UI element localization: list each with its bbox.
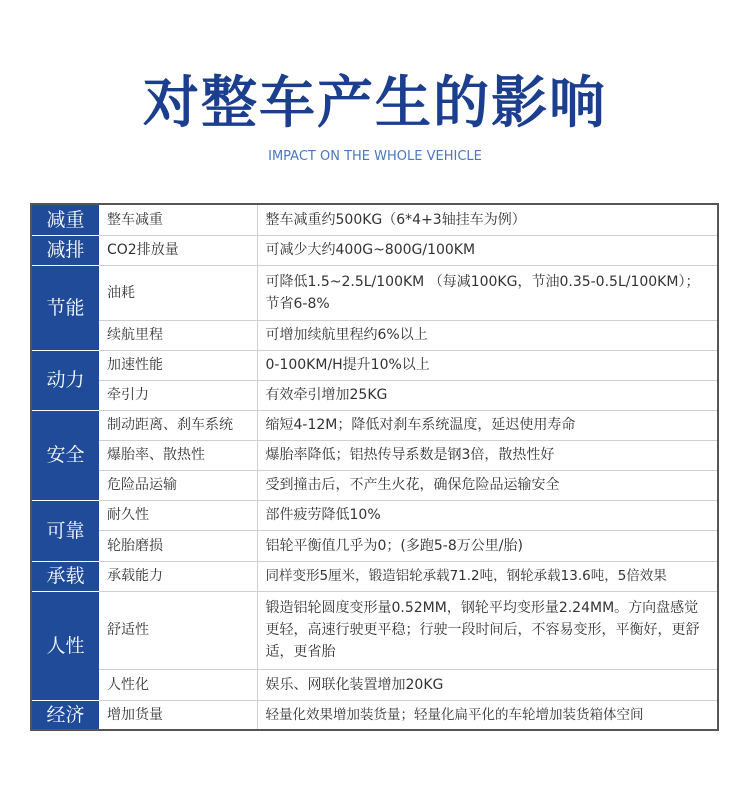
desc-cell: 部件疲劳降低10% — [257, 500, 718, 530]
table-row — [31, 204, 718, 235]
item-cell: 舒适性 — [99, 591, 257, 669]
table-row — [31, 700, 718, 730]
item-cell: 加速性能 — [99, 350, 257, 380]
desc-cell: 铝轮平衡值几乎为0；(多跑5-8万公里/胎) — [257, 530, 718, 561]
category-cell: 安全 — [31, 410, 99, 500]
table-row — [31, 350, 718, 380]
table-row — [31, 320, 718, 350]
desc-cell: 整车减重约500KG（6*4+3轴挂车为例） — [257, 204, 718, 235]
desc-cell: 可减少大约400G~800G/100KM — [257, 235, 718, 265]
category-cell: 节能 — [31, 265, 99, 350]
table-row — [31, 410, 718, 440]
category-cell: 可靠 — [31, 500, 99, 561]
table-row — [31, 530, 718, 561]
item-cell: 制动距离、刹车系统 — [99, 410, 257, 440]
table-row — [31, 380, 718, 410]
desc-cell: 锻造铝轮圆度变形量0.52MM，钢轮平均变形量2.24MM。方向盘感觉更轻，高速行驶更平稳；行驶一段时间后，不容易变形，平衡好，更舒适，更省胎 — [257, 591, 718, 669]
category-cell: 减重 — [31, 204, 99, 235]
desc-cell: 同样变形5厘米，锻造铝轮承载71.2吨，钢轮承载13.6吨，5倍效果 — [257, 561, 718, 591]
desc-cell: 有效牵引增加25KG — [257, 380, 718, 410]
item-cell: 危险品运输 — [99, 470, 257, 500]
item-cell: 牵引力 — [99, 380, 257, 410]
table-row — [31, 591, 718, 669]
table-row — [31, 470, 718, 500]
desc-cell: 娱乐、网联化装置增加20KG — [257, 669, 718, 700]
item-cell: 续航里程 — [99, 320, 257, 350]
page-subtitle: IMPACT ON THE WHOLE VEHICLE — [268, 149, 482, 164]
table-row — [31, 440, 718, 470]
desc-cell: 可增加续航里程约6%以上 — [257, 320, 718, 350]
category-cell: 承载 — [31, 561, 99, 591]
category-cell: 人性 — [31, 591, 99, 700]
desc-cell: 受到撞击后，不产生火花，确保危险品运输安全 — [257, 470, 718, 500]
item-cell: 爆胎率、散热性 — [99, 440, 257, 470]
table-row — [31, 235, 718, 265]
page-title: 对整车产生的影响 — [143, 71, 607, 136]
item-cell: 人性化 — [99, 669, 257, 700]
table-row — [31, 265, 718, 320]
table-row — [31, 669, 718, 700]
item-cell: 轮胎磨损 — [99, 530, 257, 561]
category-cell: 动力 — [31, 350, 99, 410]
item-cell: 油耗 — [99, 265, 257, 320]
item-cell: 承载能力 — [99, 561, 257, 591]
category-cell: 经济 — [31, 700, 99, 730]
desc-cell: 轻量化效果增加装货量；轻量化扁平化的车轮增加装货箱体空间 — [257, 700, 718, 730]
desc-cell: 可降低1.5~2.5L/100KM （每减100KG，节油0.35-0.5L/100KM）；节省6-8% — [257, 265, 718, 320]
desc-cell: 缩短4-12M；降低对刹车系统温度，延迟使用寿命 — [257, 410, 718, 440]
desc-cell: 爆胎率降低；铝热传导系数是钢3倍，散热性好 — [257, 440, 718, 470]
category-cell: 减排 — [31, 235, 99, 265]
impact-table — [30, 203, 719, 731]
table-row — [31, 500, 718, 530]
item-cell: 耐久性 — [99, 500, 257, 530]
desc-cell: 0-100KM/H提升10%以上 — [257, 350, 718, 380]
item-cell: 增加货量 — [99, 700, 257, 730]
table-row — [31, 561, 718, 591]
item-cell: CO2排放量 — [99, 235, 257, 265]
item-cell: 整车减重 — [99, 204, 257, 235]
